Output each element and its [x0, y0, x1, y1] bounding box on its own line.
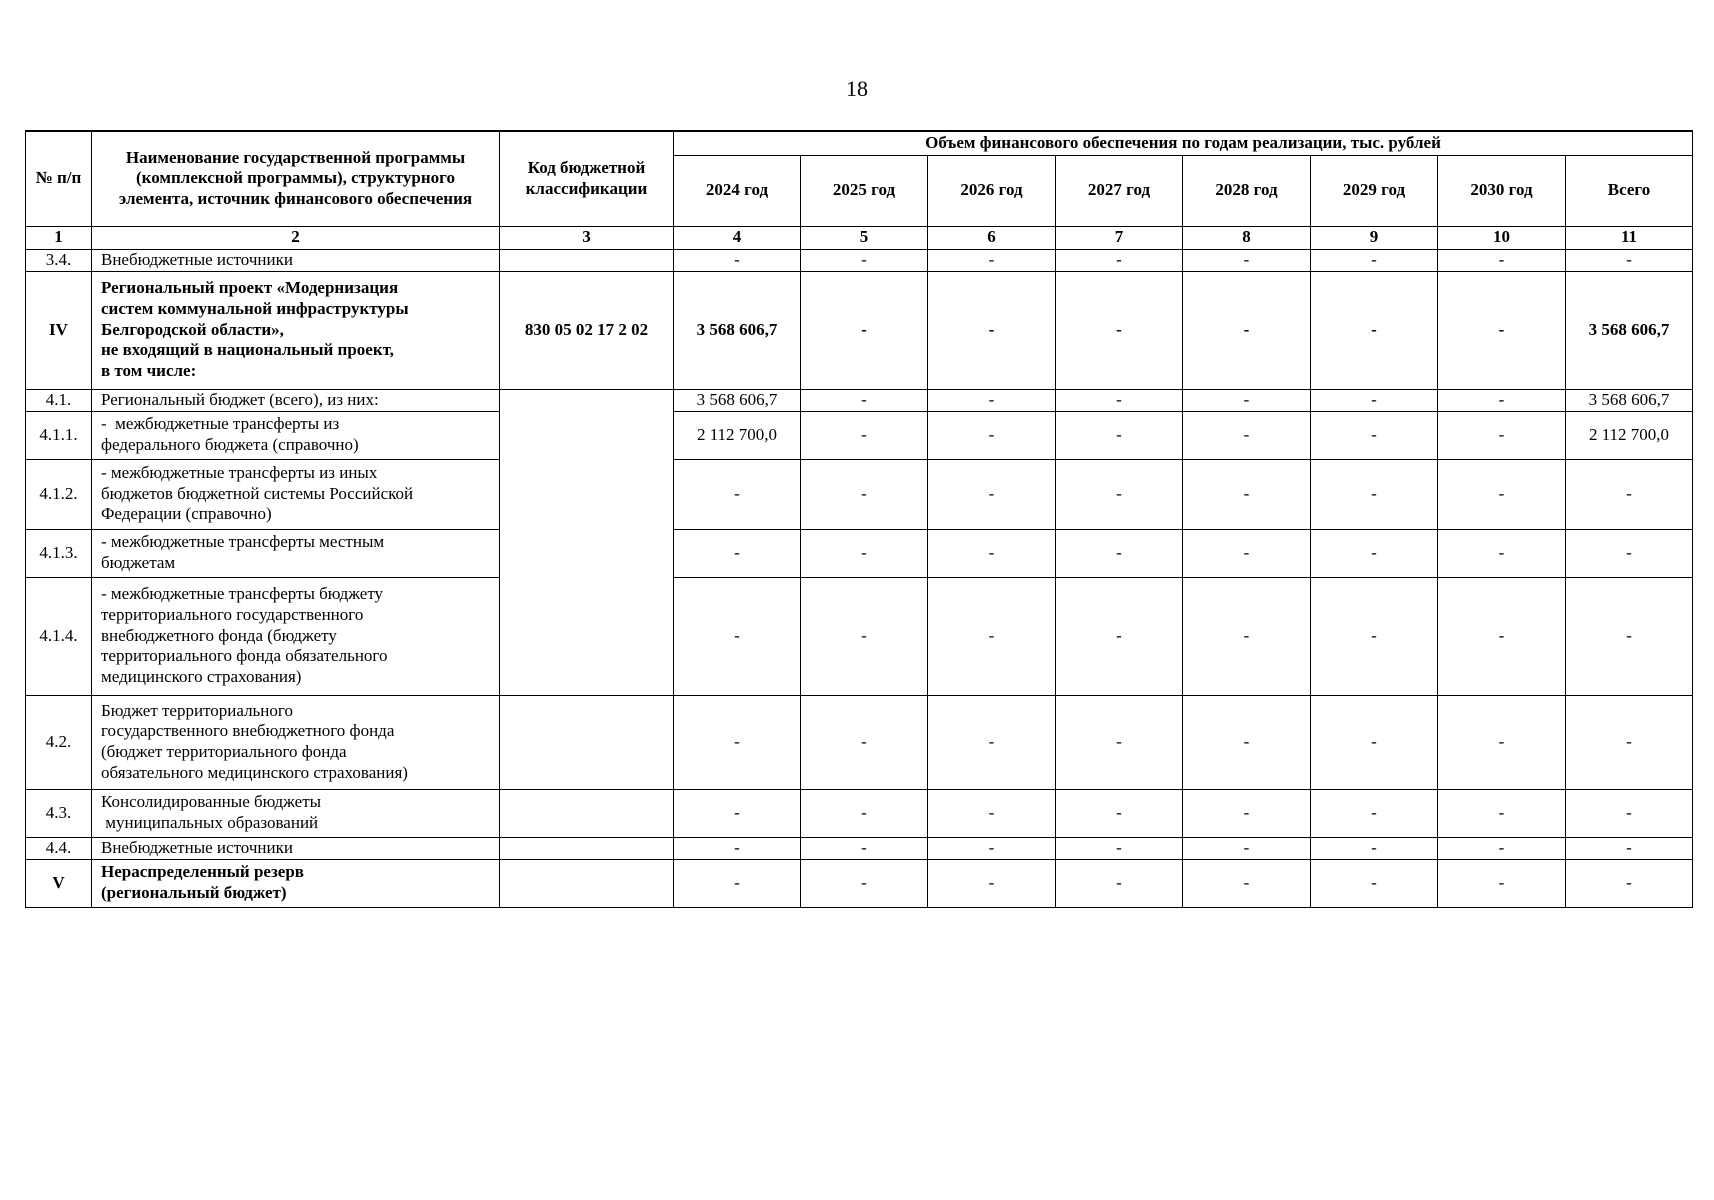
row-code: 830 05 02 17 2 02: [500, 271, 674, 389]
row-value: -: [1438, 837, 1566, 859]
row-value: 2 112 700,0: [674, 411, 801, 459]
row-value: 3 568 606,7: [674, 389, 801, 411]
row-number: V: [26, 859, 92, 907]
header-year: 2030 год: [1438, 155, 1566, 226]
column-number: 6: [928, 226, 1056, 249]
row-value: -: [928, 459, 1056, 529]
row-name-line: территориального фонда обязательного: [101, 646, 388, 666]
row-name-line: обязательного медицинского страхования): [101, 762, 408, 782]
row-value: -: [1311, 837, 1438, 859]
column-number: 1: [26, 226, 92, 249]
row-name: Внебюджетные источники: [92, 249, 500, 271]
row-name: [92, 859, 500, 907]
row-value: -: [1438, 859, 1566, 907]
row-name: [92, 789, 500, 837]
row-value: -: [1183, 695, 1311, 789]
row-value: -: [1438, 789, 1566, 837]
header-code: Код бюджетной классификации: [500, 131, 674, 226]
row-number: 4.1.1.: [26, 411, 92, 459]
row-value: -: [674, 859, 801, 907]
row-value: -: [1438, 389, 1566, 411]
table-row: [26, 695, 1693, 789]
column-number: 4: [674, 226, 801, 249]
column-number: 11: [1566, 226, 1693, 249]
row-name: [92, 577, 500, 695]
table-row: [26, 529, 1693, 577]
row-value: -: [1183, 459, 1311, 529]
row-name-line: государственного внебюджетного фонда: [101, 721, 395, 741]
table-row: [26, 249, 1693, 271]
row-value: -: [1311, 389, 1438, 411]
row-name-line: бюджетов бюджетной системы Российской: [101, 483, 414, 503]
row-value: -: [801, 837, 928, 859]
row-value: -: [1056, 389, 1183, 411]
row-value: 3 568 606,7: [1566, 389, 1693, 411]
row-value: -: [928, 837, 1056, 859]
row-number: IV: [26, 271, 92, 389]
row-value: -: [1056, 271, 1183, 389]
row-value: 3 568 606,7: [1566, 271, 1693, 389]
row-value: -: [1311, 859, 1438, 907]
row-value: -: [1311, 411, 1438, 459]
row-name-line: - межбюджетные трансферты бюджету: [101, 584, 384, 604]
row-name: Внебюджетные источники: [92, 837, 500, 859]
row-name: [92, 529, 500, 577]
row-value: -: [801, 577, 928, 695]
row-name-line: (бюджет территориального фонда: [101, 742, 347, 761]
row-name-line: медицинского страхования): [101, 667, 302, 687]
row-number: 4.3.: [26, 789, 92, 837]
header-total: Всего: [1566, 155, 1693, 226]
row-name-line: территориального государственного: [101, 604, 364, 624]
row-value: -: [1056, 577, 1183, 695]
row-name-line: не входящий в национальный проект,: [101, 340, 394, 360]
row-value: -: [801, 389, 928, 411]
row-name-line: в том числе:: [101, 361, 197, 381]
row-name-line: Бюджет территориального: [101, 700, 293, 720]
column-number: 5: [801, 226, 928, 249]
row-value: -: [1311, 249, 1438, 271]
row-value: -: [1056, 789, 1183, 837]
row-value: -: [1566, 577, 1693, 695]
row-value: -: [801, 859, 928, 907]
row-value: -: [1566, 529, 1693, 577]
row-name: [92, 271, 500, 389]
row-value: -: [1056, 411, 1183, 459]
row-value: -: [801, 249, 928, 271]
row-value: -: [928, 271, 1056, 389]
row-name-line: систем коммунальной инфраструктуры: [101, 298, 409, 318]
row-value: -: [1056, 837, 1183, 859]
row-value: -: [928, 411, 1056, 459]
row-value: -: [1311, 459, 1438, 529]
row-value: -: [1566, 249, 1693, 271]
row-name-line: Федерации (справочно): [101, 504, 272, 524]
row-value: -: [1311, 695, 1438, 789]
row-value: -: [928, 789, 1056, 837]
row-value: -: [674, 529, 801, 577]
row-value: -: [1183, 529, 1311, 577]
table-row: [26, 271, 1693, 389]
row-code: [500, 837, 674, 859]
row-number: 3.4.: [26, 249, 92, 271]
table-row: [26, 577, 1693, 695]
column-number: 9: [1311, 226, 1438, 249]
row-value: -: [1183, 271, 1311, 389]
table-row: [26, 837, 1693, 859]
row-value: -: [1438, 271, 1566, 389]
row-name: [92, 411, 500, 459]
table-row: [26, 789, 1693, 837]
table-row: [26, 389, 1693, 411]
row-value: -: [1566, 837, 1693, 859]
header-year: 2025 год: [801, 155, 928, 226]
row-name-line: (региональный бюджет): [101, 883, 287, 902]
header-num: № п/п: [26, 131, 92, 226]
row-value: -: [928, 695, 1056, 789]
column-number: 8: [1183, 226, 1311, 249]
row-value: -: [674, 249, 801, 271]
header-name: Наименование государственной программы (комплексной программы), структурного элемента, источник финансового обеспечения: [92, 131, 500, 226]
row-name-line: внебюджетного фонда (бюджету: [101, 625, 337, 645]
header-volume: Объем финансового обеспечения по годам реализации, тыс. рублей: [674, 131, 1693, 155]
page-number: 18: [846, 76, 868, 101]
row-value: -: [1183, 837, 1311, 859]
row-value: -: [801, 271, 928, 389]
row-value: -: [928, 389, 1056, 411]
row-value: -: [928, 249, 1056, 271]
row-value: -: [1183, 389, 1311, 411]
row-value: -: [1183, 577, 1311, 695]
table-row: [26, 411, 1693, 459]
row-value: -: [1438, 459, 1566, 529]
row-value: -: [1438, 529, 1566, 577]
row-name-line: - межбюджетные трансферты из: [101, 414, 340, 434]
column-number: 10: [1438, 226, 1566, 249]
row-name-line: - межбюджетные трансферты из иных: [101, 462, 378, 482]
row-name-line: Региональный проект «Модернизация: [101, 278, 399, 298]
row-number: 4.2.: [26, 695, 92, 789]
row-number: 4.1.2.: [26, 459, 92, 529]
row-value: -: [1311, 577, 1438, 695]
row-value: -: [1183, 249, 1311, 271]
row-value: -: [1566, 789, 1693, 837]
row-name-line: муниципальных образований: [101, 813, 319, 832]
column-number: 2: [92, 226, 500, 249]
row-value: -: [801, 529, 928, 577]
row-value: -: [801, 411, 928, 459]
row-value: -: [1311, 271, 1438, 389]
row-number: 4.4.: [26, 837, 92, 859]
row-code: [500, 249, 674, 271]
column-number: 3: [500, 226, 674, 249]
row-value: -: [1566, 695, 1693, 789]
row-name: Региональный бюджет (всего), из них:: [92, 389, 500, 411]
row-value: -: [1183, 411, 1311, 459]
row-value: -: [674, 789, 801, 837]
row-value: -: [1438, 411, 1566, 459]
header-year: 2027 год: [1056, 155, 1183, 226]
row-name-line: Белгородской области»,: [101, 319, 284, 339]
row-value: 3 568 606,7: [674, 271, 801, 389]
row-number: 4.1.4.: [26, 577, 92, 695]
table-row: [26, 859, 1693, 907]
row-name-line: - межбюджетные трансферты местным: [101, 532, 385, 552]
row-value: -: [1183, 859, 1311, 907]
row-value: -: [1566, 859, 1693, 907]
row-value: -: [674, 459, 801, 529]
row-name-line: бюджетам: [101, 553, 176, 572]
row-value: -: [928, 577, 1056, 695]
row-code-merged: [500, 389, 674, 695]
header-year: 2029 год: [1311, 155, 1438, 226]
row-value: 2 112 700,0: [1566, 411, 1693, 459]
header-year: 2028 год: [1183, 155, 1311, 226]
row-name-line: Нераспределенный резерв: [101, 862, 304, 882]
row-value: -: [801, 459, 928, 529]
row-name: [92, 459, 500, 529]
row-value: -: [674, 695, 801, 789]
row-number: 4.1.: [26, 389, 92, 411]
row-value: -: [1438, 577, 1566, 695]
row-name: [92, 695, 500, 789]
row-value: -: [1311, 789, 1438, 837]
row-value: -: [1438, 249, 1566, 271]
row-value: -: [674, 577, 801, 695]
row-value: -: [1056, 859, 1183, 907]
row-value: -: [1056, 695, 1183, 789]
row-value: -: [1056, 459, 1183, 529]
row-value: -: [1056, 529, 1183, 577]
row-name-line: Консолидированные бюджеты: [101, 792, 322, 812]
row-value: -: [801, 789, 928, 837]
row-value: -: [928, 859, 1056, 907]
row-value: -: [928, 529, 1056, 577]
row-value: -: [801, 695, 928, 789]
header-year: 2026 год: [928, 155, 1056, 226]
table-row: [26, 459, 1693, 529]
row-name-line: федерального бюджета (справочно): [101, 435, 359, 454]
row-number: 4.1.3.: [26, 529, 92, 577]
row-code: [500, 789, 674, 837]
row-value: -: [1438, 695, 1566, 789]
row-value: -: [1566, 459, 1693, 529]
row-value: -: [1311, 529, 1438, 577]
row-value: -: [1056, 249, 1183, 271]
header-year: 2024 год: [674, 155, 801, 226]
row-code: [500, 859, 674, 907]
row-value: -: [1183, 789, 1311, 837]
financing-table: [25, 130, 1693, 908]
row-value: -: [674, 837, 801, 859]
row-code: [500, 695, 674, 789]
column-number: 7: [1056, 226, 1183, 249]
